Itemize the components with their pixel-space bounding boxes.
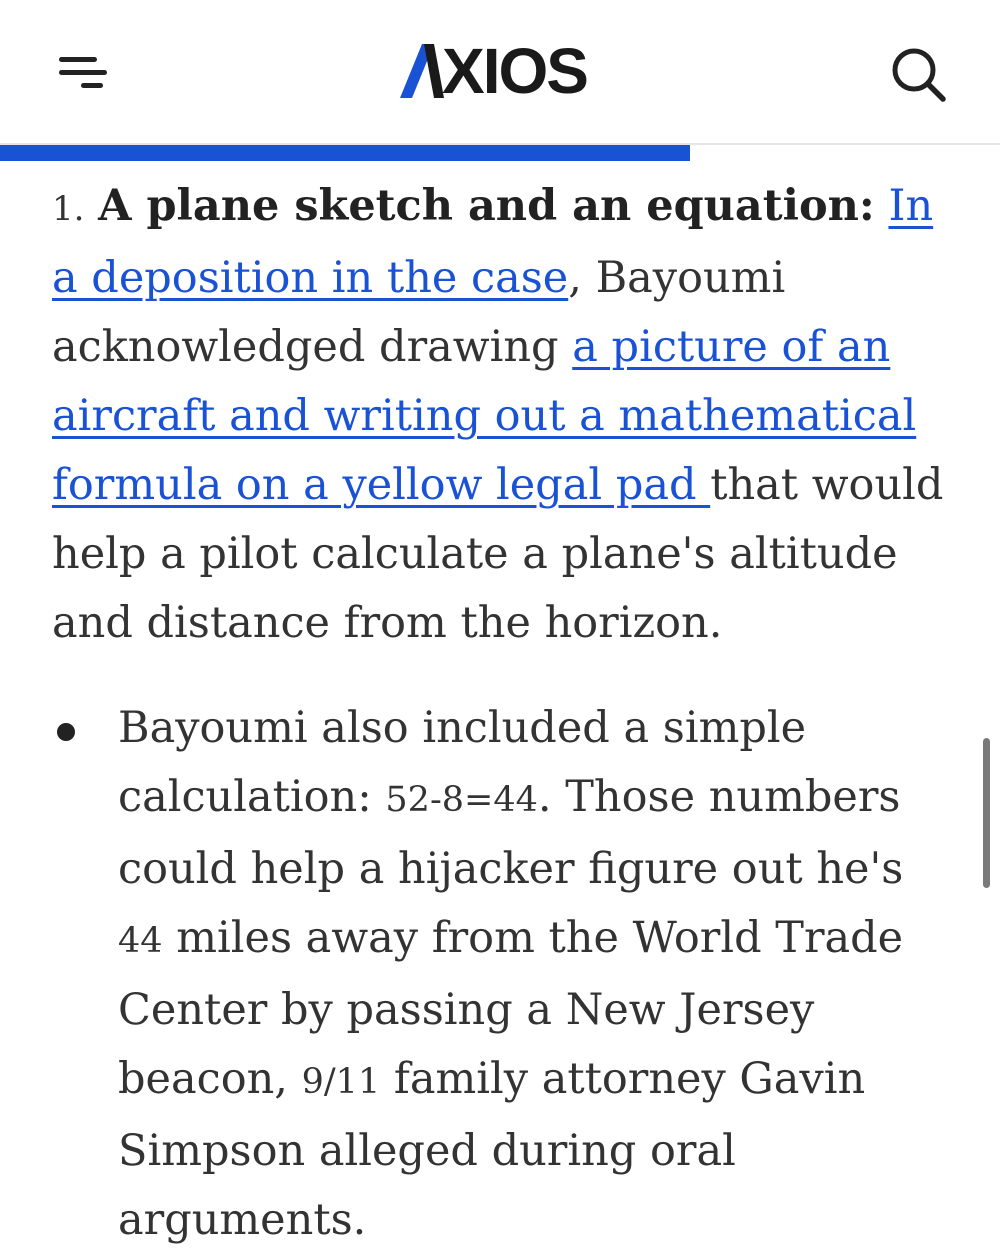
numbered-paragraph [52,172,952,658]
top-nav-bar [0,0,1000,145]
bullet-text: Bayoumi also included a simple calculation: [118,703,807,822]
search-icon-graphic [888,44,948,104]
axios-logo[interactable] [400,35,587,107]
axios-logo-mark-icon [400,44,444,98]
menu-line-bottom [81,83,103,88]
bullet-text: . Those numbers could help a hijacker figure out he's [118,772,904,894]
paragraph-heading: A plane sketch and an equation: [98,181,875,231]
bullet-list [52,694,952,1255]
bullet-number: 44 [118,921,163,961]
list-number: 1. [52,189,85,229]
bullet-point [57,723,75,741]
deposition-link[interactable]: In a deposition in the case [52,181,934,303]
reading-progress-bar [0,145,1000,161]
reading-progress-fill [0,145,690,161]
bullet-number: 9/11 [301,1062,381,1102]
aircraft-picture-link[interactable]: a picture of an aircraft and writing out a mathematical formula on a yellow legal pad [52,322,917,510]
paragraph-text: that would help a pilot calculate a plane's altitude and distance from the horizon. [52,460,944,648]
article-body [52,172,952,658]
hamburger-menu-icon[interactable] [55,52,109,94]
paragraph-text: , Bayoumi acknowledged drawing [52,253,786,372]
bullet-number: 52-8=44 [385,780,538,820]
search-icon[interactable] [888,44,948,104]
list-item [52,694,952,1255]
axios-logo-text: XIOS [442,35,587,107]
menu-line-top [59,57,97,62]
bullet-text: miles away from the World Trade Center by passing a New Jersey beacon, [118,913,904,1104]
scrollbar-thumb[interactable] [983,738,990,888]
menu-line-middle [59,70,107,75]
bullet-text: family attorney Gavin Simpson alleged during oral arguments. [118,1054,866,1245]
